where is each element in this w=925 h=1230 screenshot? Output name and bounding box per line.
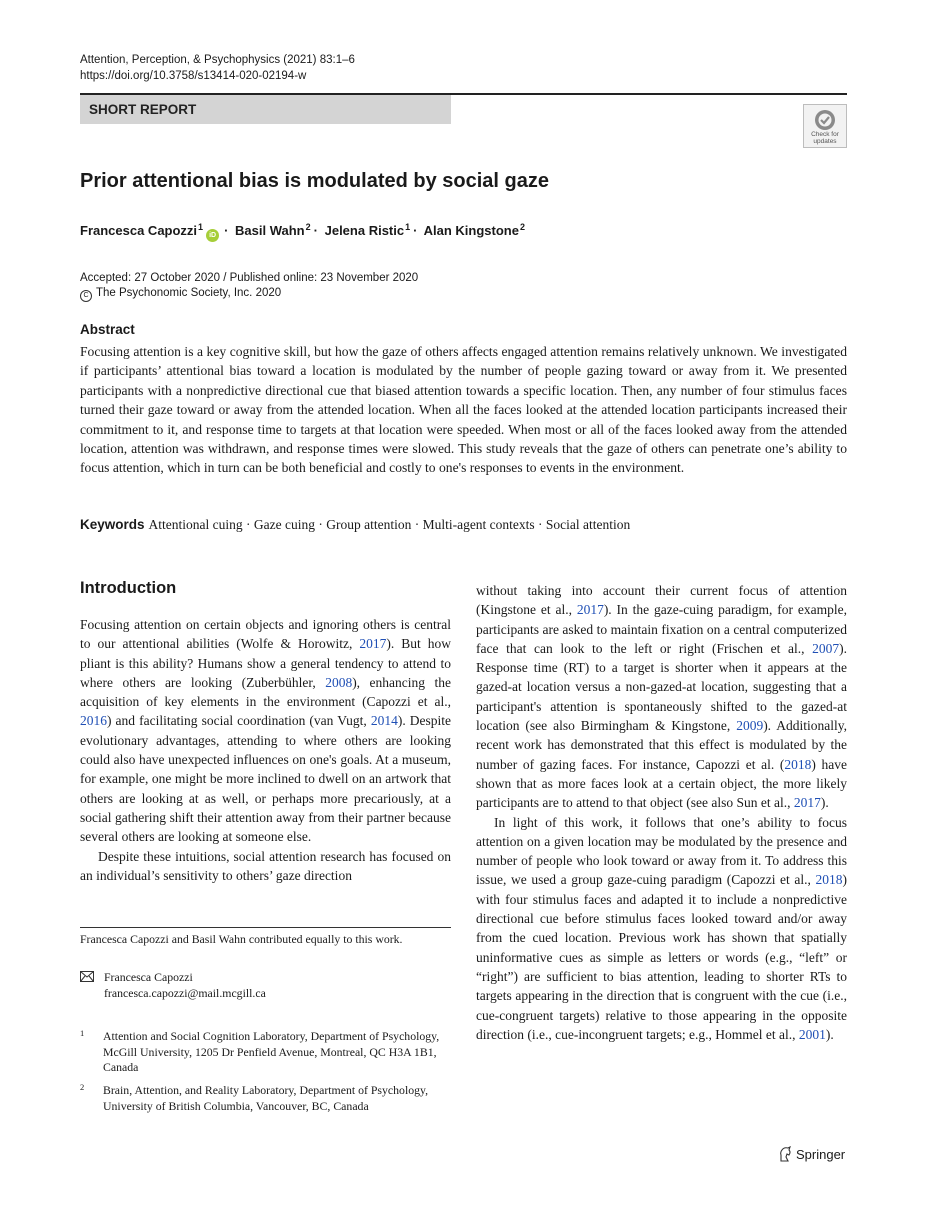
article-title: Prior attentional bias is modulated by social gaze bbox=[80, 170, 550, 192]
author-separator: · bbox=[313, 223, 318, 238]
right-column bbox=[476, 581, 847, 1044]
paragraph-text: ) and facilitating social coordination (van Vugt, bbox=[107, 713, 371, 729]
intro-paragraph-3 bbox=[476, 581, 847, 813]
affiliation-2 bbox=[80, 1083, 451, 1114]
citation-year-link[interactable]: 2018 bbox=[815, 872, 843, 888]
author-name[interactable]: Basil Wahn bbox=[235, 223, 305, 238]
abstract-heading: Abstract bbox=[80, 322, 135, 337]
paragraph-text: ). bbox=[820, 795, 829, 811]
intro-paragraph-1 bbox=[80, 615, 451, 847]
footnote-rule bbox=[80, 927, 451, 928]
paragraph-text: ) with four stimulus faces and adapted it to include a nonpredictive directional cue before stimulus faces looked toward and/or away from the cued location. Previous work has shown that spatially uninformative cues as simple as letters or words (e.g., “left” or “right”) are sufficient to bias attention, leading to shorter RTs to targets appearing in the direction that is congruent with the cue (i.e., cue-congruent targets) relative to those appearing in the opposite direction (i.e., cue-incongruent targets; e.g., Hommel et al., bbox=[476, 872, 847, 1042]
abstract-text: Focusing attention is a key cognitive skill, but how the gaze of others affects engaged attention remains relatively unknown. We investigated if participants’ attentional bias toward a location is modulated by the number of people gazing toward or away from it. We presented participants with a nonpredictive directional cue that biased attention towards a specific location. Then, any number of four stimulus faces turned their gaze toward or away from the attended location. When all the faces looked at the attended location participants increased their commitment to it, and response time to targets at that location were speeded. When most or all of the faces looked away from the attended location, attention was withdrawn, and response times were slowed. This study reveals that the gaze of others can penetrate one’s ability to focus attention, which in turn can be both beneficial and costly to one's responses to events in the environment. bbox=[80, 344, 847, 476]
paragraph-text: ) have shown that as more faces look at a certain object, the more likely participants are to attend to that object (see also Sun et al., bbox=[476, 756, 848, 811]
equal-contribution-note: Francesca Capozzi and Basil Wahn contributed equally to this work. bbox=[80, 932, 403, 946]
left-column bbox=[80, 578, 451, 885]
journal-header bbox=[80, 52, 355, 84]
citation-year-link[interactable]: 2001 bbox=[798, 1026, 826, 1042]
report-type-bar: SHORT REPORT bbox=[80, 95, 451, 124]
check-for-updates-badge[interactable] bbox=[803, 104, 847, 148]
keywords-list: Attentional cuing · Gaze cuing · Group attention · Multi-agent contexts · Social attention bbox=[148, 517, 631, 532]
author-list bbox=[80, 222, 525, 242]
publication-dates: Accepted: 27 October 2020 / Published online: 23 November 2020 bbox=[80, 272, 419, 284]
affiliation-text: Attention and Social Cognition Laboratory, Department of Psychology, McGill University, 1205 Dr Penfield Avenue, Montreal, QC H3A 1B1, Canada bbox=[103, 1029, 440, 1074]
badge-line-1: Check for bbox=[811, 131, 839, 138]
doi-link[interactable]: https://doi.org/10.3758/s13414-020-02194-w bbox=[80, 70, 307, 82]
paragraph-text: ). bbox=[825, 1026, 834, 1042]
author-separator: · bbox=[224, 223, 229, 238]
journal-citation: Attention, Perception, & Psychophysics (2021) 83:1–6 bbox=[80, 54, 355, 66]
author-name[interactable]: Francesca Capozzi bbox=[80, 223, 198, 238]
affiliation-number: 2 bbox=[80, 1082, 85, 1092]
paragraph-text: ). But how pliant is this ability? Humans show a general tendency to attend to where others are looking (Zuberbühler, bbox=[80, 636, 451, 690]
affiliation-number: 1 bbox=[80, 1028, 85, 1038]
orcid-icon[interactable]: iD bbox=[206, 229, 219, 242]
paragraph-text: ). Additionally, recent work has demonstrated that this effect is modulated by the number of gazing faces. For instance, Capozzi et al. ( bbox=[476, 718, 847, 772]
author-name[interactable]: Jelena Ristic bbox=[324, 223, 405, 238]
author-affiliation: 2 bbox=[305, 222, 311, 232]
paragraph-text: Focusing attention on certain objects and ignoring others is central to our attentional abilities (Wolfe & Horowitz, bbox=[80, 617, 451, 652]
paragraph-text: ). Despite evolutionary advantages, attending to where others are looking could also have unexpected influences on one's goals. At a museum, for example, one might be more inclined to dwell on an artwork that others are looking at as well, or perhaps more precariously, at a social gathering shift their attention away from their partner because several others are looking at someone else. bbox=[80, 713, 452, 845]
check-updates-icon bbox=[814, 109, 836, 131]
author-affiliation: 1 bbox=[198, 222, 204, 232]
keywords-label: Keywords bbox=[80, 517, 145, 532]
citation-year-link[interactable]: 2017 bbox=[576, 602, 604, 618]
introduction-heading: Introduction bbox=[80, 579, 177, 597]
citation-year-link[interactable]: 2008 bbox=[325, 674, 353, 690]
publication-info bbox=[80, 271, 418, 302]
paragraph-text: ). In the gaze-cuing paradigm, for example, participants are asked to maintain fixation on a central computerized face that can look to the left or right (Frischen et al., bbox=[476, 602, 847, 656]
paragraph-text: In light of this work, it follows that one’s ability to focus attention on a given location may be modulated by the presence and number of people who look toward or away from it. To address this issue, we used a group gaze-cuing paradigm (Capozzi et al., bbox=[476, 814, 847, 888]
intro-paragraph-2 bbox=[80, 847, 451, 886]
citation-year-link[interactable]: 2016 bbox=[80, 713, 107, 729]
author-separator: · bbox=[413, 223, 418, 238]
author-affiliation: 1 bbox=[405, 222, 411, 232]
springer-horse-icon bbox=[778, 1146, 792, 1162]
author-name[interactable]: Alan Kingstone bbox=[423, 223, 519, 238]
citation-year-link[interactable]: 2009 bbox=[736, 718, 764, 734]
citation-year-link[interactable]: 2014 bbox=[370, 713, 398, 729]
citation-year-link[interactable]: 2017 bbox=[793, 795, 821, 811]
paragraph-text: ), enhancing the acquisition of key elements in the environment (Capozzi et al., bbox=[80, 674, 451, 710]
citation-year-link[interactable]: 2018 bbox=[784, 756, 812, 772]
paragraph-text: Despite these intuitions, social attention research has focused on an individual’s sensitivity to others’ gaze direction bbox=[80, 848, 451, 883]
citation-year-link[interactable]: 2017 bbox=[359, 636, 387, 652]
paragraph-text: without taking into account their current focus of attention (Kingstone et al., bbox=[476, 583, 847, 618]
contact-email[interactable]: francesca.capozzi@mail.mcgill.ca bbox=[104, 986, 266, 1000]
affiliation-1 bbox=[80, 1029, 451, 1076]
envelope-icon bbox=[80, 971, 94, 982]
badge-line-2: updates bbox=[813, 138, 837, 145]
copyright-text: The Psychonomic Society, Inc. 2020 bbox=[96, 287, 282, 299]
contact-name: Francesca Capozzi bbox=[104, 970, 193, 984]
affiliation-text: Brain, Attention, and Reality Laboratory, Department of Psychology, University of British Columbia, Vancouver, BC, Canada bbox=[103, 1083, 429, 1113]
copyright-line bbox=[80, 286, 418, 302]
correspondence-block bbox=[80, 969, 451, 1001]
publisher-name: Springer bbox=[796, 1147, 846, 1162]
author-affiliation: 2 bbox=[519, 222, 525, 232]
keywords-line bbox=[80, 516, 847, 534]
copyright-icon: C bbox=[80, 290, 92, 302]
springer-logo[interactable] bbox=[778, 1146, 845, 1162]
paragraph-text: ). Response time (RT) to a target is shorter when it appears at the gazed-at location versus a non-gazed-at location, suggesting that a participant's attention is spontaneously shifted to the gazed-at location (see also Birmingham & Kingstone, bbox=[476, 640, 847, 734]
intro-paragraph-4 bbox=[476, 813, 847, 1045]
citation-year-link[interactable]: 2007 bbox=[812, 640, 840, 656]
